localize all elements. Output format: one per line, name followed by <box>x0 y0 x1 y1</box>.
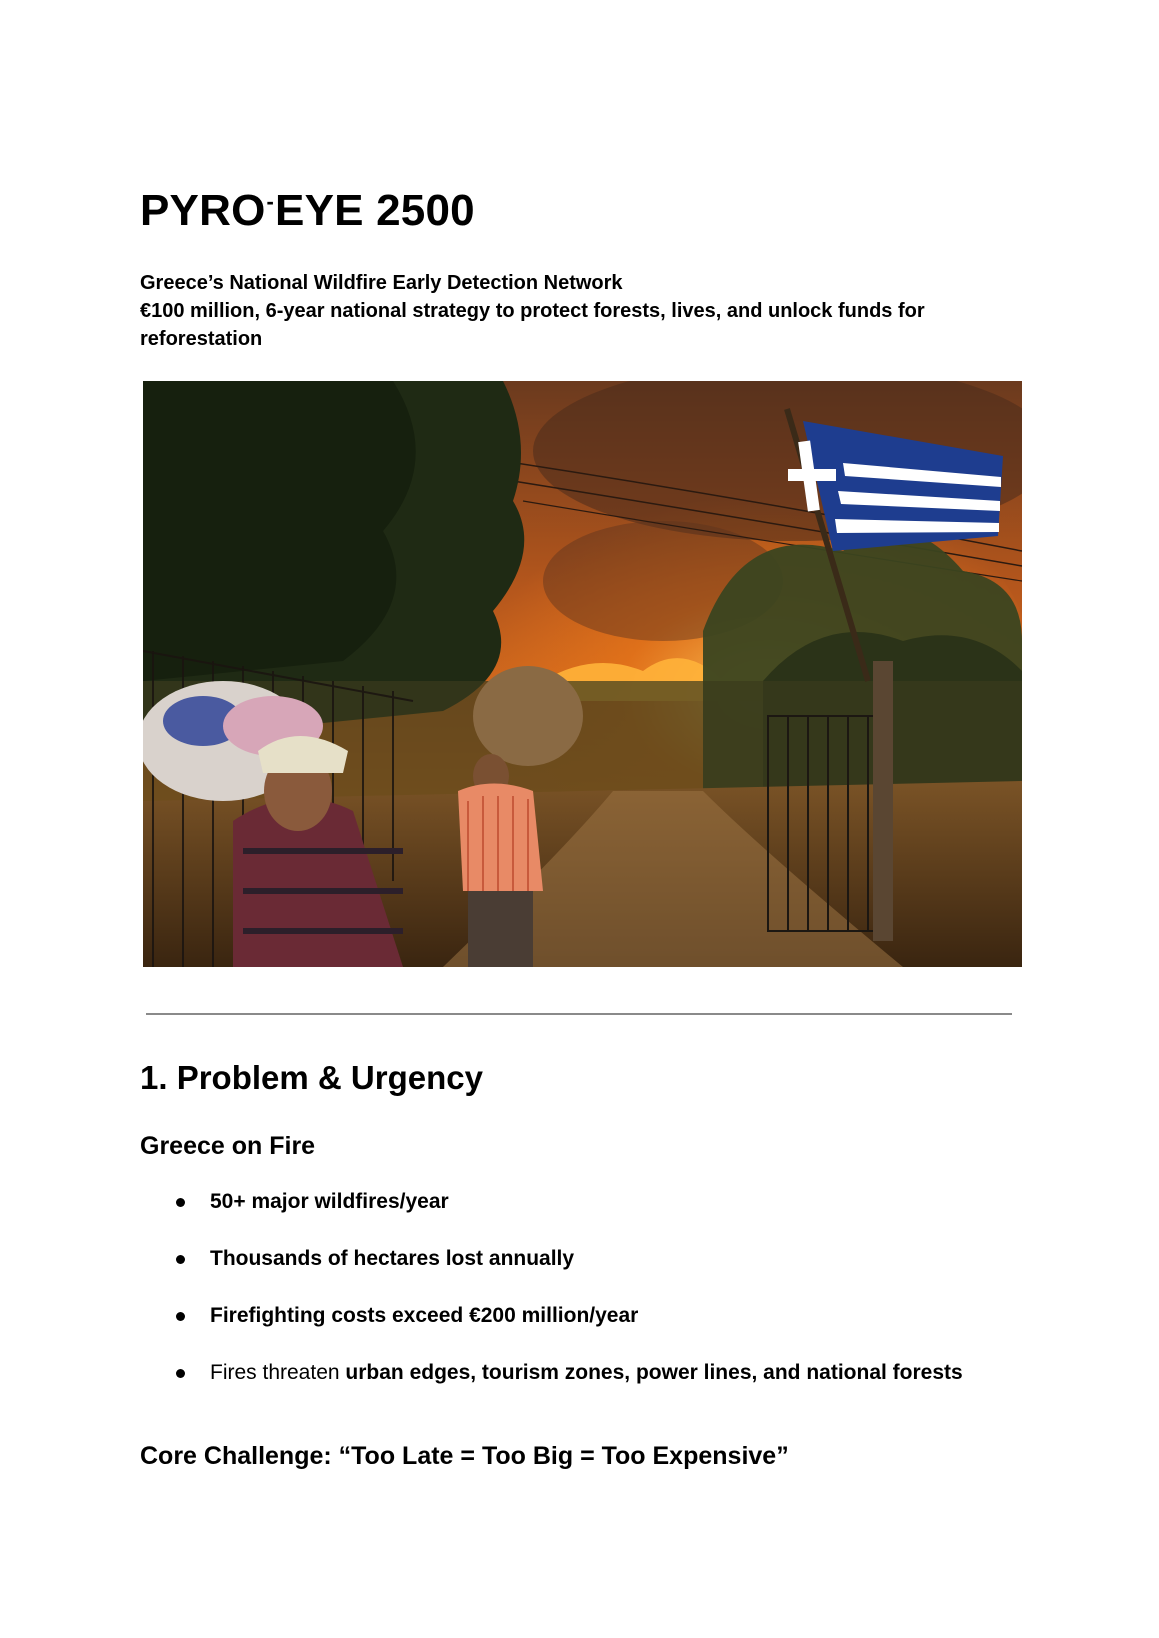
core-challenge-heading: Core Challenge: “Too Late = Too Big = Too Expensive” <box>140 1442 789 1470</box>
section-heading: 1. Problem & Urgency <box>140 1059 483 1096</box>
bullet-bold-text: urban edges, tourism zones, power lines, and national forests <box>345 1361 963 1384</box>
horizontal-divider <box>146 1013 1012 1015</box>
bullet-icon <box>176 1198 185 1207</box>
bullet-icon <box>176 1255 185 1264</box>
list-item <box>140 1183 1020 1240</box>
bullet-bold-text: 50+ major wildfires/year <box>210 1190 449 1213</box>
list-item <box>140 1297 1020 1354</box>
bullet-bold-text: Firefighting costs exceed €200 million/year <box>210 1304 639 1327</box>
subtitle-line-1: Greece’s National Wildfire Early Detection Network <box>140 272 623 294</box>
bullet-icon <box>176 1369 185 1378</box>
wildfire-photo-illustration <box>143 381 1022 967</box>
bullet-plain-text: Fires threaten <box>210 1361 346 1384</box>
problem-bullet-list <box>140 1183 1020 1411</box>
bullet-bold-text: Thousands of hectares lost annually <box>210 1247 575 1270</box>
document-subtitle <box>140 269 1020 353</box>
section-subheading: Greece on Fire <box>140 1132 316 1160</box>
list-item <box>140 1240 1020 1297</box>
document-title <box>140 186 475 243</box>
bullet-icon <box>176 1312 185 1321</box>
wildfire-photo <box>143 381 1022 967</box>
title-part-2: EYE 2500 <box>275 186 475 235</box>
title-hyphen: - <box>266 189 275 214</box>
title-part-1: PYRO <box>140 186 266 235</box>
list-item <box>140 1354 1020 1411</box>
subtitle-line-2: €100 million, 6-year national strategy to protect forests, lives, and unlock funds for reforestation <box>140 300 925 350</box>
